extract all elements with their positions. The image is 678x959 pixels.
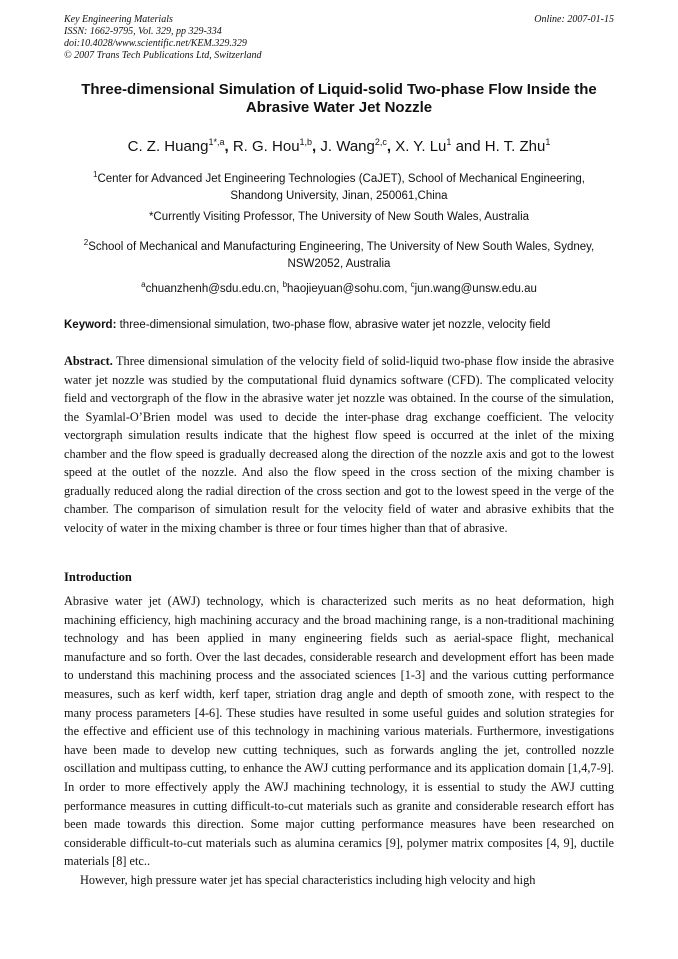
author-name: H. T. Zhu [484,138,546,155]
author-name: C. Z. Huang [127,138,209,155]
author-affiliation-mark: 1 [446,137,452,147]
author-affiliation-mark: 1*,a [208,137,225,147]
author-list: C. Z. Huang$^{1*,a}$, R. G. Hou$^{1,b}$, J. Wang$^{2,c}$, X. Y. Lu$^1$ and H. T. Zhu$^1$ [127,137,551,155]
affiliation-2 [64,234,614,273]
affiliation-1 [64,166,614,205]
abstract-text: Three dimensional simulation of the velocity field of solid-liquid two-phase flow inside the abrasive water jet nozzle was studied by the computational fluid dynamics software (CFD). The complicated velocity field and vectorgraph of the flow in the abrasive water jet nozzle was obtained. In the course of the simulation, the Syamlal-O’Brien model was used to decide the inter-phase drag exchange coefficient. The velocity vectorgraph simulation results indicate that the highest flow speed is occurred at the inlet of the mixing chamber and the flow speed is gradually decreased along the direction of the nozzle axis and got to the lowest speed at the outlet of the nozzle. And also the flow speed in the cross section of the mixing chamber is gradually reduced along the radial direction of the cross section and got to the lowest speed in the verge of the chamber. The comparison of simulation result for the velocity field of water and abrasive exhibits that the velocity of water in the mixing chamber is three or four times higher than that of abrasive. [64,354,614,535]
running-header [64,14,614,62]
abstract-label: Abstract. [64,354,113,368]
email-address[interactable]: haojieyuan@sohu.com, [287,282,408,295]
keyword-line [64,317,614,333]
introduction-paragraph-2: However, high pressure water jet has special characteristics including high velocity and high [80,872,536,887]
keyword-label: Keyword: [64,319,117,331]
doi-line[interactable]: doi:10.4028/www.scientific.net/KEM.329.329 [64,38,247,49]
author-affiliation-mark: 1,b [299,137,313,147]
email-mark: c [410,280,415,289]
affiliation-2-line-2: NSW2052, Australia [287,257,391,270]
visiting-note: *Currently Visiting Professor, The University of New South Wales, Australia [148,211,530,223]
email-address[interactable]: jun.wang@unsw.edu.au [414,282,537,295]
email-list [64,276,614,298]
author-affiliation-mark: 2,c [374,137,387,147]
title-line-2: Abrasive Water Jet Nozzle [245,99,433,116]
author-name: J. Wang [320,138,375,155]
author-name: X. Y. Lu [395,138,447,155]
affiliation-1-line-2: Shandong University, Jinan, 250061,China [230,189,448,202]
affiliation-2-line-1: School of Mechanical and Manufacturing Engineering, The University of New South Wales, Sydney, [88,240,595,253]
online-date: Online: 2007-01-15 [534,14,614,25]
copyright-line: © 2007 Trans Tech Publications Ltd, Switzerland [64,50,262,61]
introduction-body [64,592,614,890]
paper-title [64,81,614,117]
keyword-text: three-dimensional simulation, two-phase flow, abrasive water jet nozzle, velocity field [119,319,551,331]
author-conjunction: and [455,138,481,155]
email-mark: a [141,280,146,289]
abstract [64,352,614,537]
introduction-heading: Introduction [64,570,132,584]
title-line-1: Three-dimensional Simulation of Liquid-solid Two-phase Flow Inside the [81,81,597,98]
affiliation-mark: 2 [83,238,89,247]
email-address[interactable]: chuanzhenh@sdu.edu.cn, [145,282,280,295]
issn-line: ISSN: 1662-9795, Vol. 329, pp 329-334 [64,26,222,37]
publication-info [64,14,614,62]
email-mark: b [282,280,288,289]
affiliation-mark: 1 [93,170,98,179]
affiliation-1-line-1: Center for Advanced Jet Engineering Technologies (CaJET), School of Mechanical Engineering, [97,172,585,185]
author-name: R. G. Hou [232,138,300,155]
author-affiliation-mark: 1 [545,137,551,147]
introduction-paragraph-1: Abrasive water jet (AWJ) technology, which is characterized such merits as no heat deformation, high machining efficiency, high machining accuracy and the broad machining range, is a non-traditional machining technology and has been applied in many engineering fields such as aerial-space flight, mechanical manufacture and so forth. Over the last decades, considerable research and development effort has been made to understand this machining process and the associated sciences [1-3] and the various cutting performance measures, such as kerf width, kerf taper, striation drag angle and depth of smooth zone, with respect to the many process parameters [4-6]. These studies have resulted in some useful guides and solution strategies for the effective and efficient use of this technology in machining various materials. Furthermore, investigations have been made to develop new cutting techniques, such as forwards angling the jet, controlled nozzle oscillation and multipass cutting, to enhance the AWJ cutting performance and its application domain [1,4,7-9]. In order to more effectively apply the AWJ machining technology, it is essential to study the AWJ cutting performance measures in cutting difficult-to-cut materials such as granite and considerable research effort has been made towards this direction. Some major cutting performance measures have been researched on considerable difficult-to-cut materials such as alumina ceramics [9], polymer matrix composites [4, 9], ductile materials [8] etc.. [64,594,614,869]
journal-name: Key Engineering Materials [64,14,173,25]
